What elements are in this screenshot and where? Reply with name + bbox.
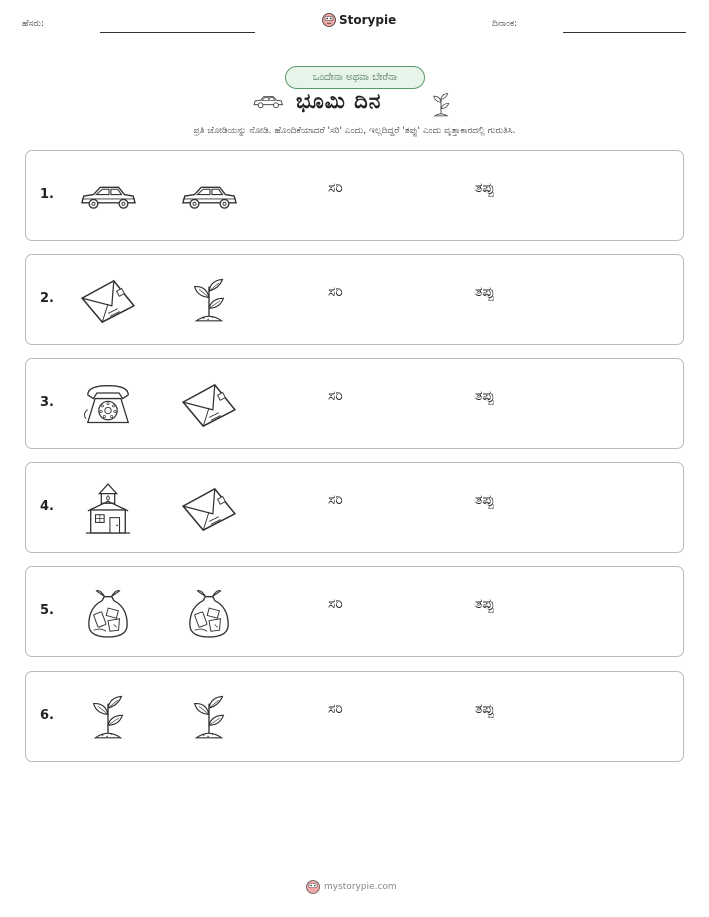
option-correct[interactable]: ಸರಿ bbox=[328, 701, 343, 717]
footer-url[interactable]: mystorypie.com bbox=[324, 882, 397, 892]
sapling-icon bbox=[430, 92, 452, 118]
storypie-mascot-icon bbox=[306, 880, 320, 894]
date-line[interactable] bbox=[563, 32, 686, 33]
question-card bbox=[25, 462, 684, 553]
question-number: 4. bbox=[40, 499, 54, 514]
sapling-icon bbox=[179, 273, 239, 329]
sapling-icon bbox=[179, 690, 239, 746]
activity-badge: ಒಂದೇನಾ ಅಥವಾ ಬೇರೆನಾ bbox=[285, 66, 425, 89]
option-wrong[interactable]: ತಪ್ಪು bbox=[475, 284, 495, 300]
question-number: 6. bbox=[40, 708, 54, 723]
telephone-icon bbox=[78, 377, 138, 433]
question-number: 1. bbox=[40, 187, 54, 202]
envelope-icon bbox=[78, 273, 138, 329]
option-wrong[interactable]: ತಪ್ಪು bbox=[475, 492, 495, 508]
trash-bag-icon bbox=[78, 585, 138, 641]
page-title: ಭೂಮಿ ದಿನ bbox=[296, 89, 382, 113]
storypie-mascot-icon bbox=[322, 13, 336, 27]
footer bbox=[306, 880, 397, 894]
question-card bbox=[25, 150, 684, 241]
trash-bag-icon bbox=[179, 585, 239, 641]
option-wrong[interactable]: ತಪ್ಪು bbox=[475, 180, 495, 196]
question-number: 5. bbox=[40, 603, 54, 618]
envelope-icon bbox=[179, 377, 239, 433]
option-correct[interactable]: ಸರಿ bbox=[328, 492, 343, 508]
question-card bbox=[25, 254, 684, 345]
sapling-icon bbox=[78, 690, 138, 746]
option-correct[interactable]: ಸರಿ bbox=[328, 284, 343, 300]
car-icon bbox=[179, 169, 239, 225]
envelope-icon bbox=[179, 481, 239, 537]
option-correct[interactable]: ಸರಿ bbox=[328, 388, 343, 404]
question-number: 2. bbox=[40, 291, 54, 306]
option-wrong[interactable]: ತಪ್ಪು bbox=[475, 701, 495, 717]
name-label: ಹೆಸರು: bbox=[22, 19, 45, 29]
schoolhouse-icon bbox=[78, 481, 138, 537]
question-number: 3. bbox=[40, 395, 54, 410]
option-correct[interactable]: ಸರಿ bbox=[328, 180, 343, 196]
option-wrong[interactable]: ತಪ್ಪು bbox=[475, 388, 495, 404]
brand-name: Storypie bbox=[339, 13, 397, 27]
question-card bbox=[25, 671, 684, 762]
question-card bbox=[25, 566, 684, 657]
option-wrong[interactable]: ತಪ್ಪು bbox=[475, 596, 495, 612]
date-label: ದಿನಾಂಕ: bbox=[492, 19, 518, 29]
car-icon bbox=[78, 169, 138, 225]
option-correct[interactable]: ಸರಿ bbox=[328, 596, 343, 612]
car-icon bbox=[252, 94, 284, 110]
name-line[interactable] bbox=[100, 32, 255, 33]
instructions: ಪ್ರತಿ ಜೋಡಿಯನ್ನು ನೋಡಿ. ಹೊಂದಿಕೆಯಾದರೆ 'ಸರಿ' ಎಂದು, ಇಲ್ಲದಿದ್ದರೆ 'ತಪ್ಪು' ಎಂದು ವೃತ್ತಾಕಾರದಲ್ಲಿ ಗುರುತಿಸಿ. bbox=[193, 126, 516, 136]
brand-logo bbox=[322, 13, 396, 27]
question-card bbox=[25, 358, 684, 449]
